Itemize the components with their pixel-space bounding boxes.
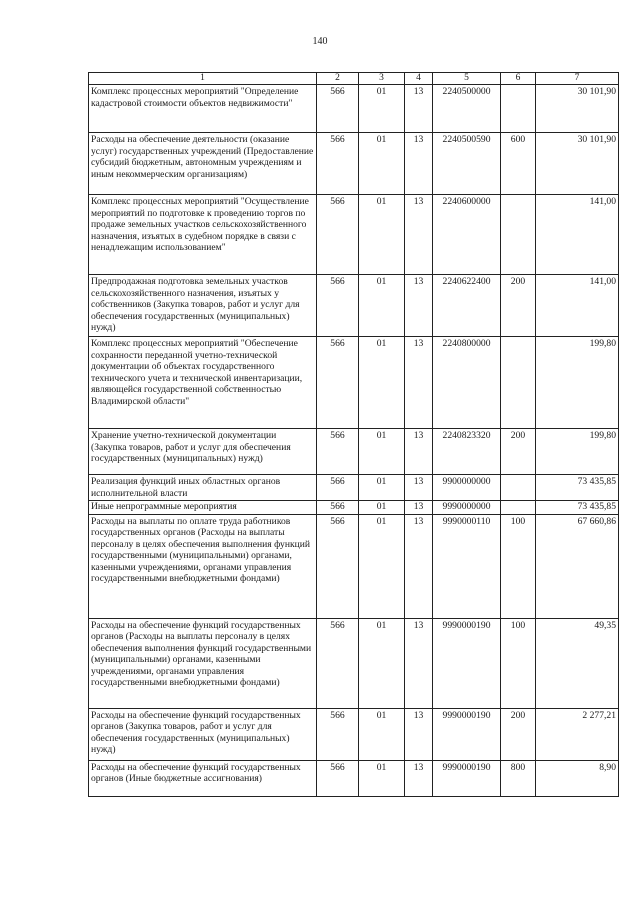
row-expense-type-cell: 100 — [501, 618, 536, 708]
row-expense-type-cell: 600 — [501, 133, 536, 195]
row-expense-type-cell — [501, 501, 536, 515]
row-section-cell: 01 — [359, 475, 405, 501]
table-row — [89, 760, 619, 796]
table-row — [89, 429, 619, 475]
row-section-cell: 01 — [359, 429, 405, 475]
row-name-cell: Расходы на выплаты по оплате труда работников государственных органов (Расходы на выплаты персоналу в целях обеспечения выполнения функций государственными (муниципальными) органами, казенными учреждениями, органами управления государственными внебюджетными фондами) — [89, 514, 317, 618]
row-target-cell: 9990000190 — [433, 708, 501, 760]
row-subsection-cell: 13 — [405, 708, 433, 760]
row-amount-cell: 2 277,21 — [536, 708, 619, 760]
row-subsection-cell: 13 — [405, 514, 433, 618]
row-expense-type-cell: 800 — [501, 760, 536, 796]
row-expense-type-cell — [501, 195, 536, 275]
table-row — [89, 618, 619, 708]
row-name-cell: Расходы на обеспечение функций государственных органов (Иные бюджетные ассигнования) — [89, 760, 317, 796]
row-amount-cell: 73 435,85 — [536, 475, 619, 501]
table-row — [89, 501, 619, 515]
row-name-cell: Расходы на обеспечение функций государственных органов (Расходы на выплаты персоналу в целях обеспечения выполнения функций государственными (муниципальными) органами, казенными учреждениями, органами управления государственными внебюджетными фондами) — [89, 618, 317, 708]
row-section-cell: 01 — [359, 501, 405, 515]
row-amount-cell: 141,00 — [536, 195, 619, 275]
row-target-cell: 2240500000 — [433, 85, 501, 133]
row-section-cell: 01 — [359, 514, 405, 618]
table-row — [89, 275, 619, 337]
row-code-cell: 566 — [317, 760, 359, 796]
row-section-cell: 01 — [359, 195, 405, 275]
table-row — [89, 85, 619, 133]
row-target-cell: 9990000110 — [433, 514, 501, 618]
row-subsection-cell: 13 — [405, 618, 433, 708]
row-target-cell: 2240500590 — [433, 133, 501, 195]
row-target-cell: 2240600000 — [433, 195, 501, 275]
row-name-cell: Реализация функций иных областных органов исполнительной власти — [89, 475, 317, 501]
row-target-cell: 9990000190 — [433, 760, 501, 796]
row-code-cell: 566 — [317, 618, 359, 708]
row-code-cell: 566 — [317, 195, 359, 275]
table-row — [89, 337, 619, 429]
row-subsection-cell: 13 — [405, 429, 433, 475]
table-row — [89, 475, 619, 501]
row-expense-type-cell — [501, 85, 536, 133]
row-target-cell: 2240823320 — [433, 429, 501, 475]
row-code-cell: 566 — [317, 275, 359, 337]
row-section-cell: 01 — [359, 337, 405, 429]
row-code-cell: 566 — [317, 475, 359, 501]
row-code-cell: 566 — [317, 501, 359, 515]
row-name-cell: Комплекс процессных мероприятий "Определение кадастровой стоимости объектов недвижимости" — [89, 85, 317, 133]
table-row — [89, 514, 619, 618]
column-header: 4 — [405, 73, 433, 85]
row-code-cell: 566 — [317, 133, 359, 195]
table-row — [89, 133, 619, 195]
row-target-cell: 9990000000 — [433, 501, 501, 515]
row-code-cell: 566 — [317, 85, 359, 133]
row-expense-type-cell: 200 — [501, 275, 536, 337]
row-section-cell: 01 — [359, 85, 405, 133]
column-header: 3 — [359, 73, 405, 85]
row-amount-cell: 49,35 — [536, 618, 619, 708]
row-amount-cell: 199,80 — [536, 429, 619, 475]
row-subsection-cell: 13 — [405, 275, 433, 337]
column-header: 5 — [433, 73, 501, 85]
row-target-cell: 9990000190 — [433, 618, 501, 708]
row-target-cell: 2240800000 — [433, 337, 501, 429]
row-section-cell: 01 — [359, 708, 405, 760]
row-expense-type-cell: 200 — [501, 429, 536, 475]
row-expense-type-cell: 200 — [501, 708, 536, 760]
row-target-cell: 2240622400 — [433, 275, 501, 337]
row-name-cell: Хранение учетно-технической документации (Закупка товаров, работ и услуг для обеспечения государственных (муниципальных) нужд) — [89, 429, 317, 475]
row-subsection-cell: 13 — [405, 501, 433, 515]
row-amount-cell: 199,80 — [536, 337, 619, 429]
row-amount-cell: 30 101,90 — [536, 85, 619, 133]
row-section-cell: 01 — [359, 618, 405, 708]
row-code-cell: 566 — [317, 429, 359, 475]
row-name-cell: Расходы на обеспечение деятельности (оказание услуг) государственных учреждений (Предоставление субсидий бюджетным, автономным учреждениям и иным некоммерческим организациям) — [89, 133, 317, 195]
row-expense-type-cell — [501, 475, 536, 501]
budget-table — [88, 72, 619, 797]
row-name-cell: Предпродажная подготовка земельных участков сельскохозяйственного назначения, изъятых у собственников (Закупка товаров, работ и услуг для обеспечения государственных (муниципальных) нужд) — [89, 275, 317, 337]
row-subsection-cell: 13 — [405, 337, 433, 429]
row-code-cell: 566 — [317, 708, 359, 760]
row-target-cell: 9900000000 — [433, 475, 501, 501]
row-amount-cell: 73 435,85 — [536, 501, 619, 515]
row-section-cell: 01 — [359, 275, 405, 337]
table-row — [89, 708, 619, 760]
table-row — [89, 195, 619, 275]
column-header: 1 — [89, 73, 317, 85]
row-name-cell: Иные непрограммные мероприятия — [89, 501, 317, 515]
row-code-cell: 566 — [317, 514, 359, 618]
row-amount-cell: 67 660,86 — [536, 514, 619, 618]
column-header: 6 — [501, 73, 536, 85]
row-expense-type-cell: 100 — [501, 514, 536, 618]
row-amount-cell: 8,90 — [536, 760, 619, 796]
column-header: 2 — [317, 73, 359, 85]
row-section-cell: 01 — [359, 760, 405, 796]
row-amount-cell: 30 101,90 — [536, 133, 619, 195]
row-subsection-cell: 13 — [405, 133, 433, 195]
row-name-cell: Комплекс процессных мероприятий "Осуществление мероприятий по подготовке к проведению торгов по продаже земельных участков сельскохозяйственного назначения, изъятых в судебном порядке в связи с ненадлежащим использованием" — [89, 195, 317, 275]
row-section-cell: 01 — [359, 133, 405, 195]
header-row — [89, 73, 619, 85]
row-name-cell: Комплекс процессных мероприятий "Обеспечение сохранности переданной учетно-технической документации об объектах государственного технического учета и технической инвентаризации, являющейся государственной собственностью Владимирской области" — [89, 337, 317, 429]
row-expense-type-cell — [501, 337, 536, 429]
page-number: 140 — [312, 36, 328, 47]
row-code-cell: 566 — [317, 337, 359, 429]
row-subsection-cell: 13 — [405, 195, 433, 275]
column-header: 7 — [536, 73, 619, 85]
row-subsection-cell: 13 — [405, 475, 433, 501]
row-amount-cell: 141,00 — [536, 275, 619, 337]
row-name-cell: Расходы на обеспечение функций государственных органов (Закупка товаров, работ и услуг для обеспечения государственных (муниципальных) нужд) — [89, 708, 317, 760]
row-subsection-cell: 13 — [405, 760, 433, 796]
row-subsection-cell: 13 — [405, 85, 433, 133]
